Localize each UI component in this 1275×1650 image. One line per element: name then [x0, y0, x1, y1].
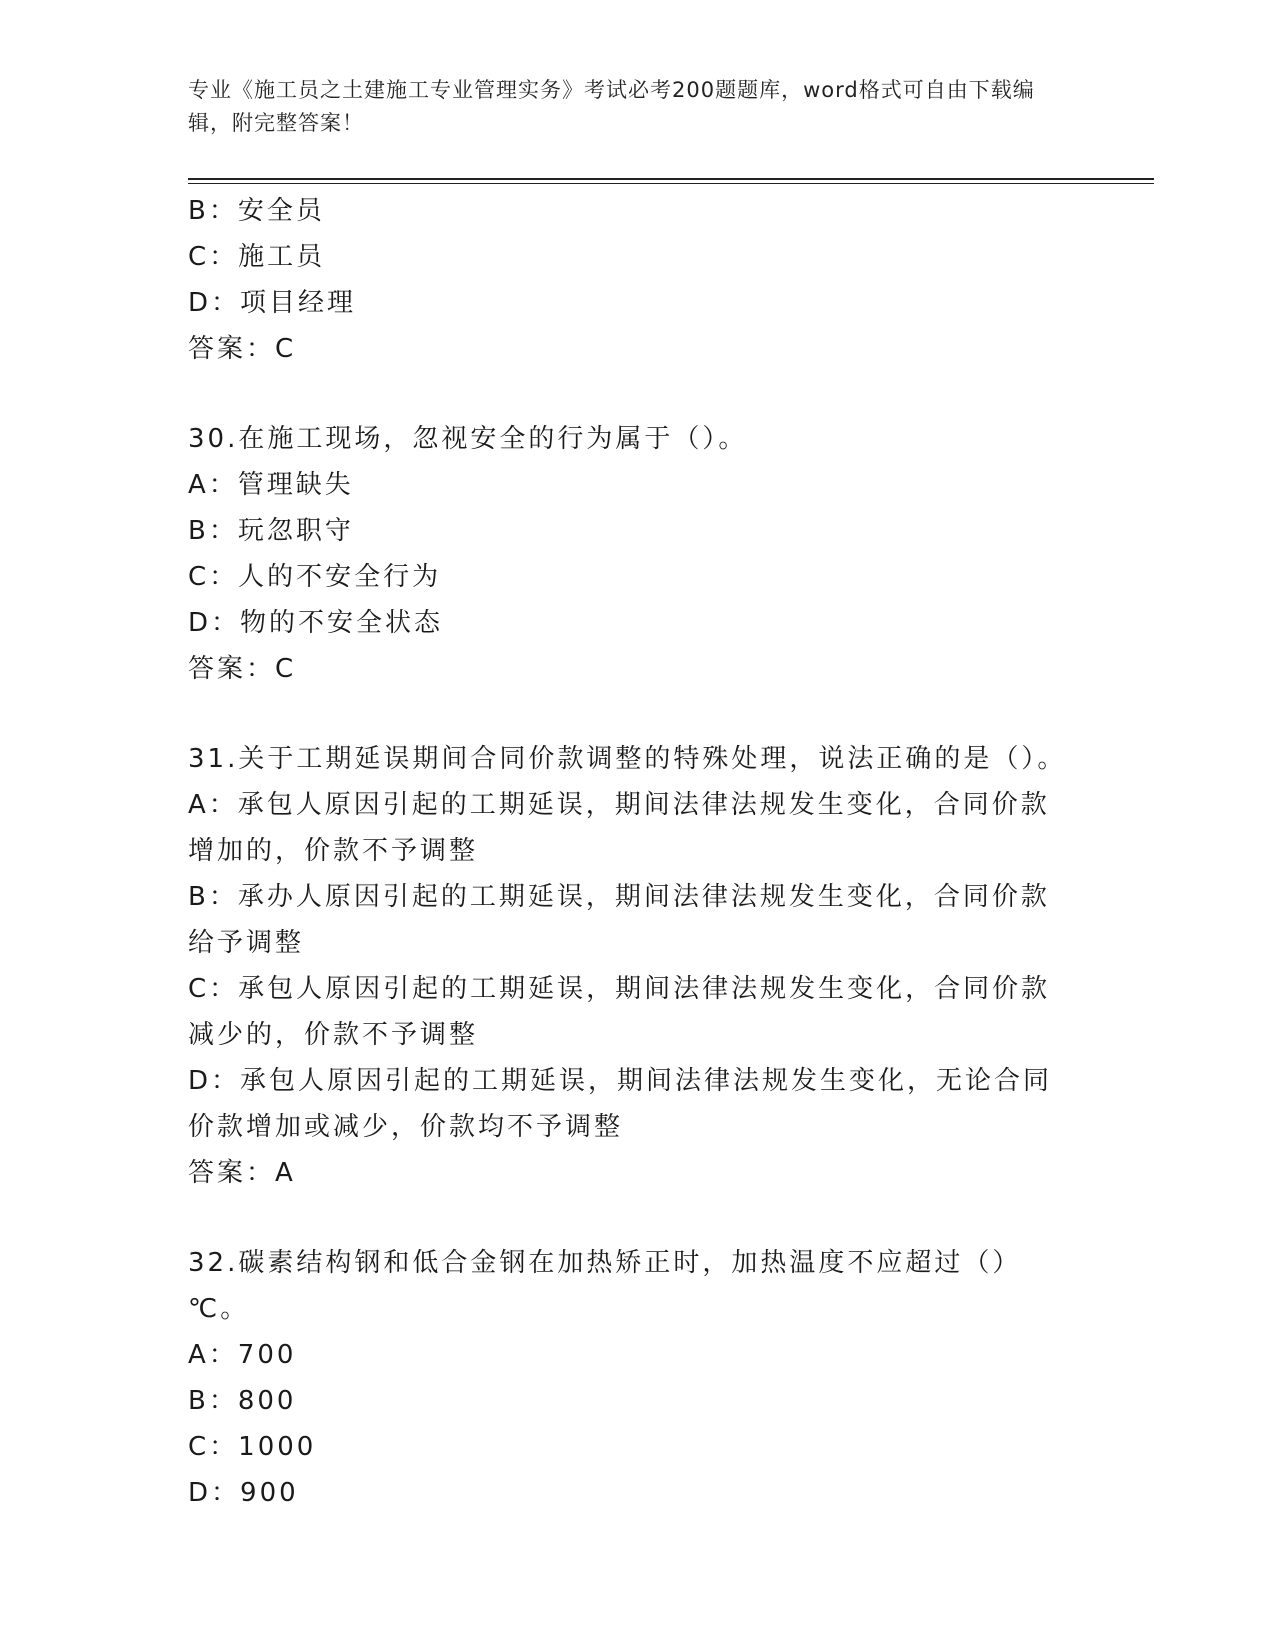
- header-divider-thick: [188, 178, 1154, 180]
- option-c: C：施工员: [188, 242, 326, 272]
- answer-line: 答案：A: [188, 1158, 296, 1188]
- answer-line: 答案：C: [188, 654, 297, 684]
- option-d: D：项目经理: [188, 288, 357, 318]
- question-block-30: [188, 416, 1078, 692]
- option-b: B：玩忽职守: [188, 516, 354, 546]
- question-stem: 32.碳素结构钢和低合金钢在加热矫正时，加热温度不应超过（）℃。: [188, 1248, 1022, 1324]
- question-block-29: [188, 188, 1078, 372]
- spacer: [188, 1196, 1078, 1240]
- option-a: A：700: [188, 1340, 297, 1370]
- header-divider-thin: [188, 183, 1154, 184]
- option-c: C：人的不安全行为: [188, 562, 442, 592]
- document-header: 专业《施工员之土建施工专业管理实务》考试必考200题题库，word格式可自由下载编辑，附完整答案！: [188, 78, 1035, 135]
- spacer: [188, 372, 1078, 416]
- option-c: C：承包人原因引起的工期延误，期间法律法规发生变化，合同价款减少的，价款不予调整: [188, 974, 1051, 1050]
- spacer: [188, 692, 1078, 736]
- option-b: B：承办人原因引起的工期延误，期间法律法规发生变化，合同价款给予调整: [188, 882, 1050, 958]
- question-block-32: [188, 1240, 1078, 1516]
- option-b: B：安全员: [188, 196, 325, 226]
- question-stem: 30.在施工现场，忽视安全的行为属于（）。: [188, 424, 748, 454]
- question-block-31: [188, 736, 1078, 1196]
- option-b: B：800: [188, 1386, 297, 1416]
- option-a: A：承包人原因引起的工期延误，期间法律法规发生变化，合同价款增加的，价款不予调整: [188, 790, 1050, 866]
- option-c: C：1000: [188, 1432, 317, 1462]
- question-list: [188, 188, 1078, 1516]
- option-d: D：承包人原因引起的工期延误，期间法律法规发生变化，无论合同价款增加或减少，价款均不予调整: [188, 1066, 1053, 1142]
- answer-line: 答案：C: [188, 334, 297, 364]
- option-a: A：管理缺失: [188, 470, 354, 500]
- option-d: D：物的不安全状态: [188, 608, 444, 638]
- question-stem: 31.关于工期延误期间合同价款调整的特殊处理，说法正确的是（）。: [188, 744, 1067, 774]
- option-d: D：900: [188, 1478, 299, 1508]
